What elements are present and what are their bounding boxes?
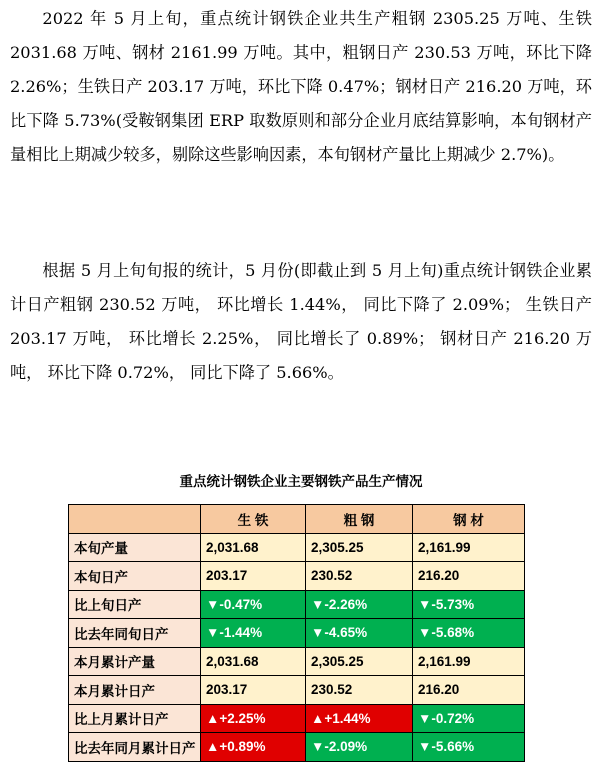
table-cell: 2,305.25 xyxy=(306,647,413,676)
row-label: 本旬日产 xyxy=(69,562,201,591)
table-cell: ▼-0.72% xyxy=(413,704,525,733)
table-cell: 2,305.25 xyxy=(306,533,413,562)
table-cell: 2,031.68 xyxy=(201,533,306,562)
table-cell: ▼-5.68% xyxy=(413,619,525,648)
header-steel-products: 钢 材 xyxy=(413,505,525,534)
row-label: 本月累计日产 xyxy=(69,676,201,705)
table-cell: 2,161.99 xyxy=(413,533,525,562)
paragraph-2: 根据 5 月上旬旬报的统计，5 月份(即截止到 5 月上旬)重点统计钢铁企业累计日产粗钢 230.52 万吨， 环比增长 1.44%， 同比下降了 2.09%； 生铁日产 203.17 万吨， 环比增长 2.25%， 同比增长了 0.89%； 钢材日产 216.20 万吨， 环比下降 0.72%， 同比下降了 5.66%。 xyxy=(10,261,592,382)
table-row xyxy=(69,619,525,648)
table-cell: ▲+0.89% xyxy=(201,733,306,762)
paragraph-1: 2022 年 5 月上旬，重点统计钢铁企业共生产粗钢 2305.25 万吨、生铁 2031.68 万吨、钢材 2161.99 万吨。其中，粗钢日产 230.53 万吨，环比下降 2.26%；生铁日产 203.17 万吨，环比下降 0.47%；钢材日产 216.20 万吨，环比下降 5.73%(受鞍钢集团 ERP 取数原则和部分企业月底结算影响，本旬钢材产量相比上期减少较多，剔除这些影响因素，本旬钢材产量比上期减少 2.7%)。 xyxy=(10,9,592,164)
table-row xyxy=(69,676,525,705)
table-cell: 2,031.68 xyxy=(201,647,306,676)
table-cell: ▼-4.65% xyxy=(306,619,413,648)
table-cell: 216.20 xyxy=(413,676,525,705)
table-cell: ▼-2.26% xyxy=(306,590,413,619)
header-corner xyxy=(69,505,201,534)
table-row xyxy=(69,733,525,762)
table-cell: 230.52 xyxy=(306,676,413,705)
table-row xyxy=(69,647,525,676)
table-cell: ▲+2.25% xyxy=(201,704,306,733)
table-header-row xyxy=(69,505,525,534)
production-table xyxy=(68,504,525,762)
table-cell: ▼-0.47% xyxy=(201,590,306,619)
table-row xyxy=(69,533,525,562)
table-body xyxy=(69,533,525,761)
table-row xyxy=(69,704,525,733)
table-cell: ▼-1.44% xyxy=(201,619,306,648)
table-cell: 203.17 xyxy=(201,562,306,591)
row-label: 本月累计产量 xyxy=(69,647,201,676)
table-cell: 216.20 xyxy=(413,562,525,591)
table-title: 重点统计钢铁企业主要钢铁产品生产情况 xyxy=(179,474,423,490)
row-label: 本旬产量 xyxy=(69,533,201,562)
table-cell: ▼-5.66% xyxy=(413,733,525,762)
table-cell: 2,161.99 xyxy=(413,647,525,676)
table-cell: 230.52 xyxy=(306,562,413,591)
table-cell: ▲+1.44% xyxy=(306,704,413,733)
header-crude-steel: 粗 钢 xyxy=(306,505,413,534)
table-cell: ▼-2.09% xyxy=(306,733,413,762)
row-label: 比去年同旬日产 xyxy=(69,619,201,648)
table-cell: 203.17 xyxy=(201,676,306,705)
table-row xyxy=(69,590,525,619)
table-row xyxy=(69,562,525,591)
row-label: 比上旬日产 xyxy=(69,590,201,619)
header-pig-iron: 生 铁 xyxy=(201,505,306,534)
table-cell: ▼-5.73% xyxy=(413,590,525,619)
row-label: 比去年同月累计日产 xyxy=(69,733,201,762)
row-label: 比上月累计日产 xyxy=(69,704,201,733)
